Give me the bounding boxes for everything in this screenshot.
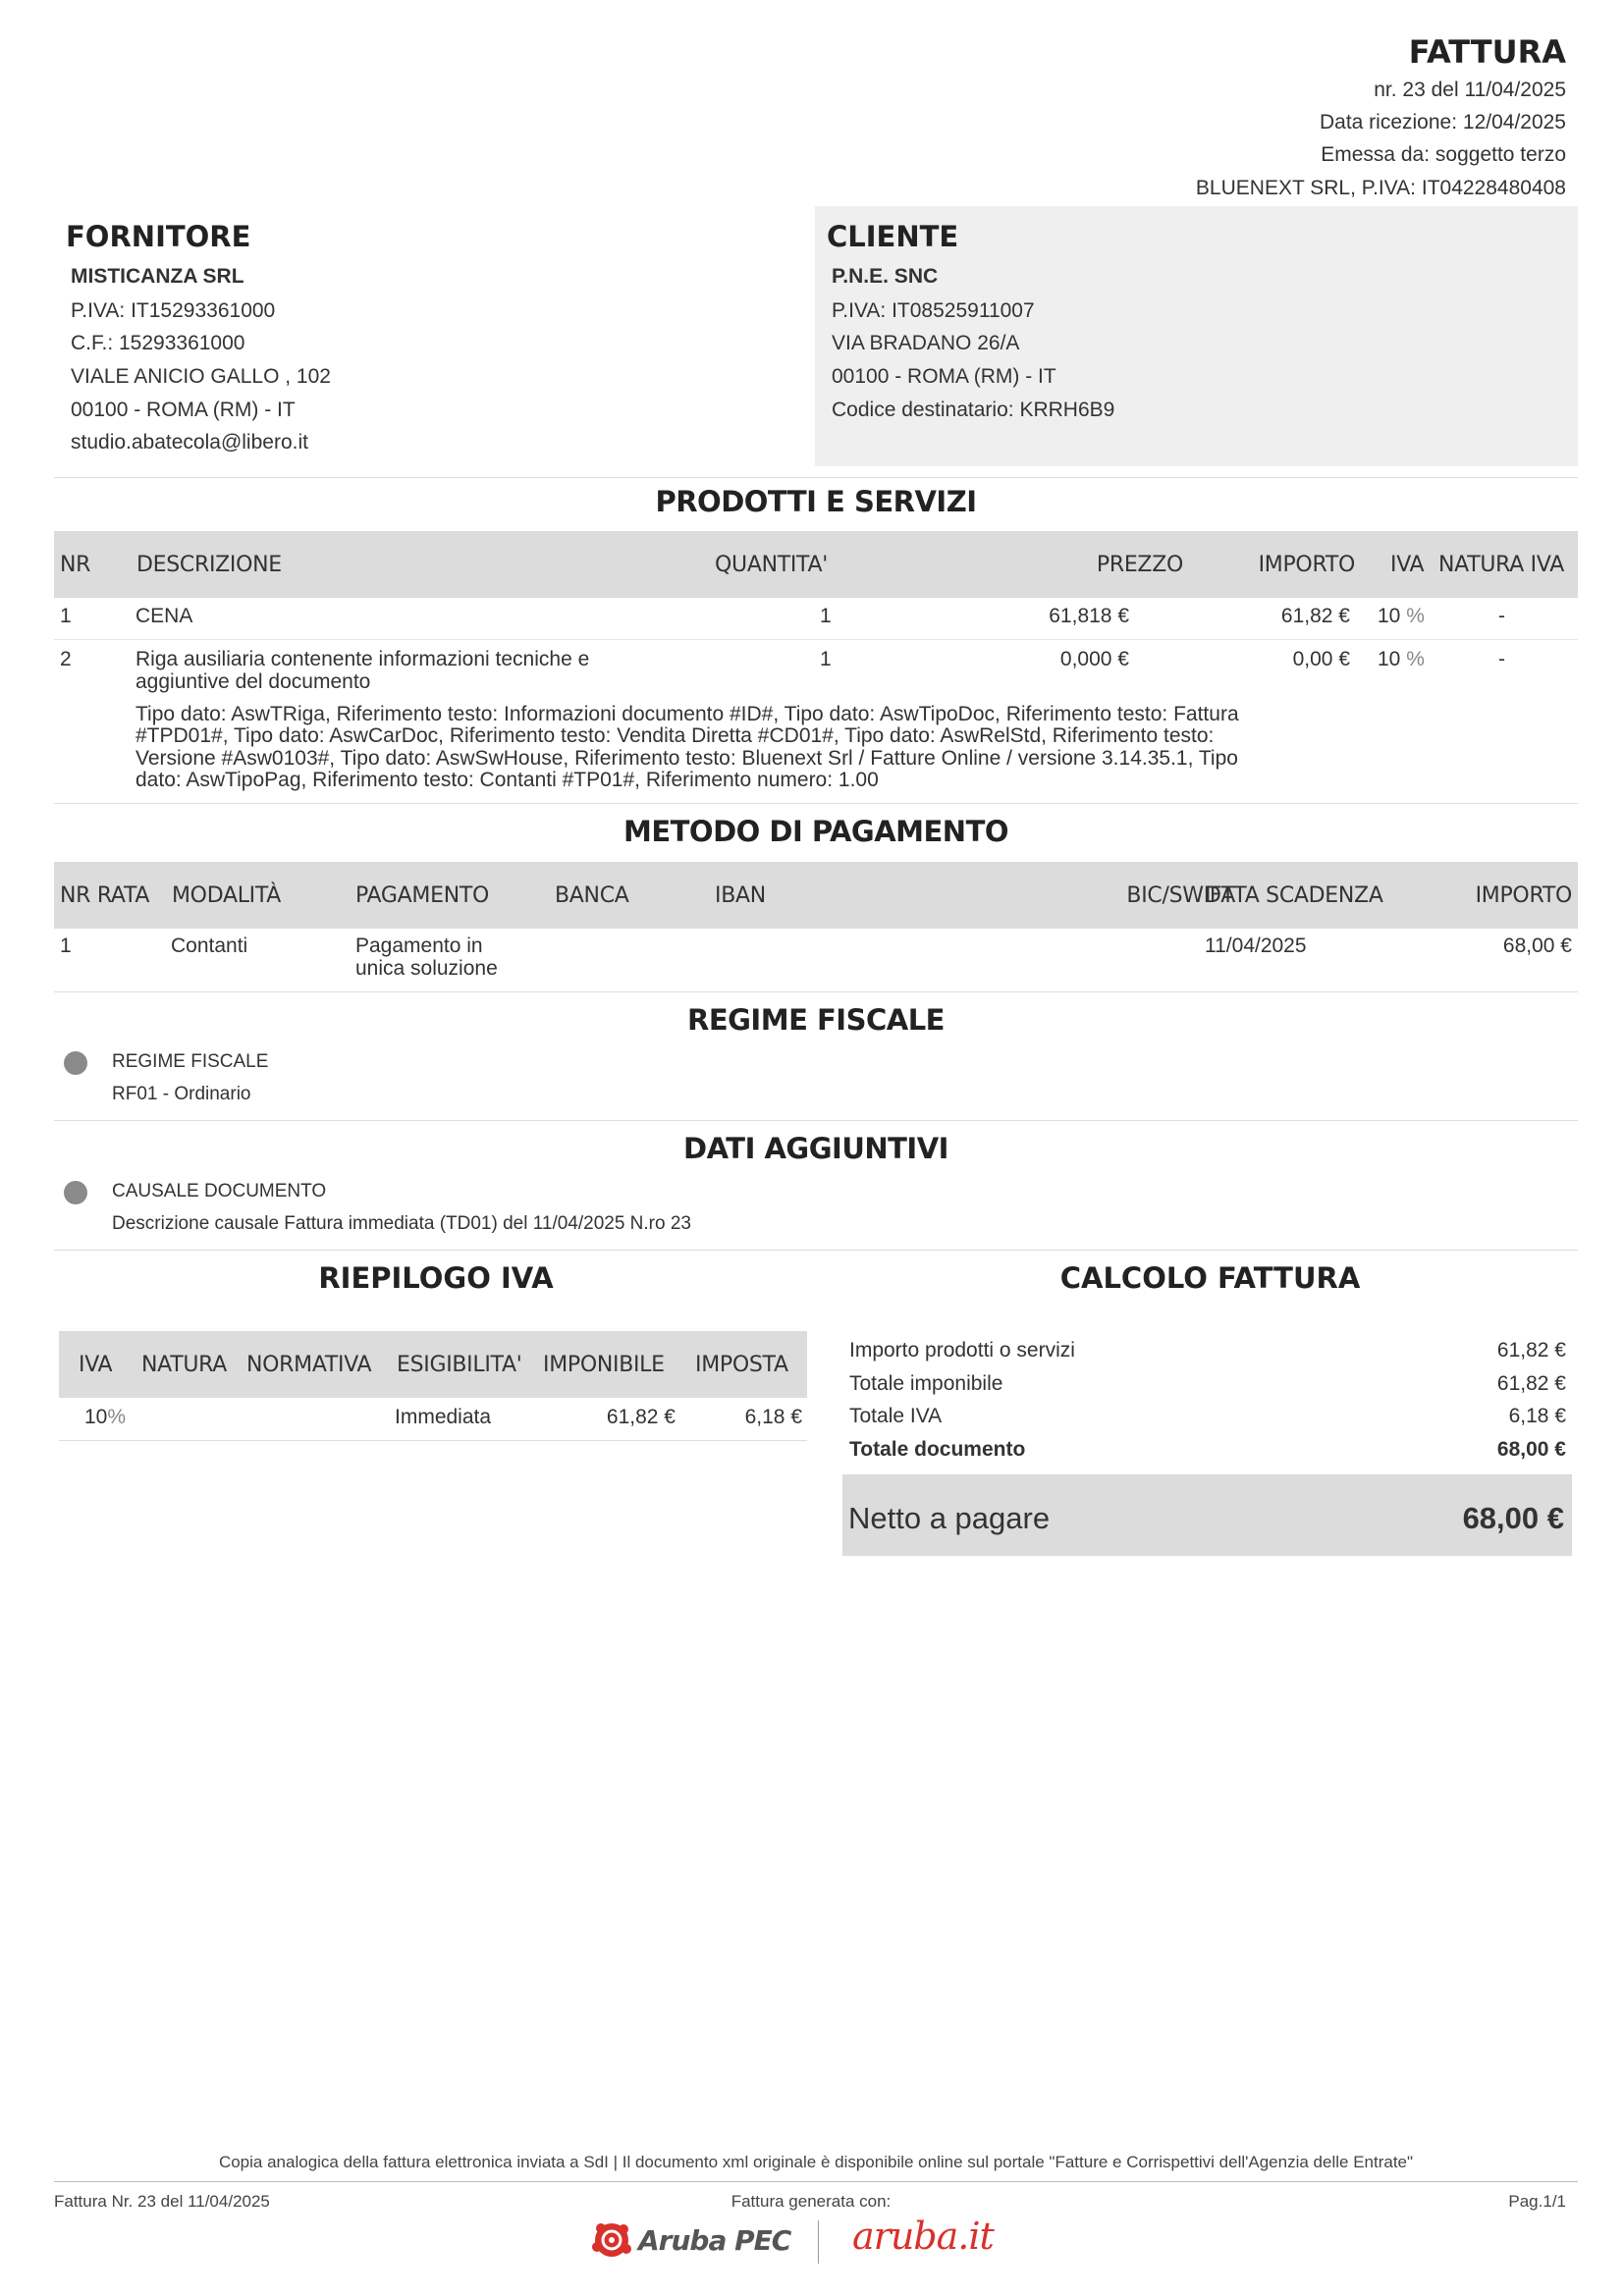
divider bbox=[54, 1250, 1578, 1251]
row-divider bbox=[59, 1440, 807, 1441]
vat-summary-header bbox=[59, 1331, 807, 1398]
causale-value: Descrizione causale Fattura immediata (TD01) del 11/04/2025 N.ro 23 bbox=[112, 1213, 691, 1234]
client-title: CLIENTE bbox=[827, 220, 959, 253]
invoice-number: nr. 23 del 11/04/2025 bbox=[1374, 79, 1566, 101]
row-quantity: 1 bbox=[820, 605, 832, 627]
bullet-icon bbox=[64, 1181, 87, 1204]
row-amount: 61,82 € bbox=[1280, 605, 1350, 627]
divider bbox=[54, 1120, 1578, 1121]
products-title: PRODOTTI E SERVIZI bbox=[655, 485, 977, 518]
col-iban: IBAN bbox=[715, 883, 766, 908]
bullet-icon bbox=[64, 1051, 87, 1075]
row-description-line2: aggiuntive del documento bbox=[135, 670, 371, 693]
vat-summary-title: RIEPILOGO IVA bbox=[318, 1261, 554, 1295]
vat-imposta: 6,18 € bbox=[744, 1406, 802, 1428]
pay-importo: 68,00 € bbox=[1502, 934, 1572, 957]
payment-title: METODO DI PAGAMENTO bbox=[622, 815, 1009, 848]
pay-scadenza: 11/04/2025 bbox=[1205, 934, 1307, 957]
vat-rate bbox=[84, 1406, 126, 1429]
row-extra-line: dato: AswTipoPag, Riferimento testo: Contanti #TP01#, Riferimento numero: 1.00 bbox=[135, 769, 879, 791]
row-description-line1: Riga ausiliaria contenente informazioni tecniche e bbox=[135, 648, 590, 670]
issuer-info: BLUENEXT SRL, P.IVA: IT04228480408 bbox=[1195, 177, 1566, 199]
col-prezzo: PREZZO bbox=[1096, 553, 1183, 577]
row-quantity: 1 bbox=[820, 648, 832, 670]
extra-data-title: DATI AGGIUNTIVI bbox=[683, 1132, 948, 1165]
supplier-title: FORNITORE bbox=[66, 220, 251, 253]
col-esigibilita: ESIGIBILITA' bbox=[397, 1353, 522, 1377]
vat-rate: 10 bbox=[1378, 648, 1401, 670]
col-modalita: MODALITÀ bbox=[172, 883, 282, 908]
col-normativa: NORMATIVA bbox=[246, 1353, 372, 1377]
calc-title: CALCOLO FATTURA bbox=[1059, 1261, 1361, 1295]
supplier-piva: P.IVA: IT15293361000 bbox=[71, 299, 276, 322]
payment-table-header bbox=[54, 862, 1578, 929]
calc-value: 61,82 € bbox=[1496, 1372, 1566, 1395]
calc-label: Totale imponibile bbox=[849, 1372, 1003, 1395]
client-block bbox=[815, 206, 1578, 466]
calc-value: 6,18 € bbox=[1508, 1405, 1566, 1427]
vat-esigibilita: Immediata bbox=[395, 1406, 492, 1428]
aruba-pec-logo bbox=[591, 2220, 790, 2260]
vat-unit: % bbox=[1406, 605, 1425, 627]
products-table-header bbox=[54, 531, 1578, 598]
row-nr: 2 bbox=[60, 648, 72, 670]
causale-label: CAUSALE DOCUMENTO bbox=[112, 1181, 327, 1201]
row-extra-line: #TPD01#, Tipo dato: AswCarDoc, Riferimento testo: Vendita Diretta #CD01#, Tipo dato: AswRelStd, Riferimento testo: bbox=[135, 724, 1215, 747]
supplier-block bbox=[54, 206, 800, 466]
col-importo: IMPORTO bbox=[1475, 883, 1572, 908]
col-pagamento: PAGAMENTO bbox=[355, 883, 490, 908]
pay-pagamento-line2: unica soluzione bbox=[355, 957, 498, 980]
row-nature: - bbox=[1498, 605, 1505, 627]
col-imponibile: IMPONIBILE bbox=[543, 1353, 665, 1377]
calc-label: Totale IVA bbox=[849, 1405, 943, 1427]
calc-total-label: Totale documento bbox=[849, 1438, 1026, 1461]
supplier-name: MISTICANZA SRL bbox=[71, 265, 244, 288]
row-price: 61,818 € bbox=[1049, 605, 1129, 627]
footer-divider bbox=[54, 2181, 1578, 2182]
vat-unit: % bbox=[1406, 648, 1425, 670]
col-iva: IVA bbox=[79, 1353, 113, 1377]
wax-seal-icon bbox=[591, 2220, 632, 2260]
net-label: Netto a pagare bbox=[848, 1501, 1051, 1535]
regime-label: REGIME FISCALE bbox=[112, 1051, 269, 1072]
col-imposta: IMPOSTA bbox=[695, 1353, 788, 1377]
col-quantita: QUANTITA' bbox=[715, 553, 828, 577]
col-natura: NATURA bbox=[141, 1353, 227, 1377]
regime-title: REGIME FISCALE bbox=[686, 1003, 945, 1037]
supplier-email: studio.abatecola@libero.it bbox=[71, 431, 308, 454]
row-vat bbox=[1378, 648, 1425, 671]
row-amount: 0,00 € bbox=[1292, 648, 1350, 670]
client-code: Codice destinatario: KRRH6B9 bbox=[832, 399, 1115, 421]
col-descrizione: DESCRIZIONE bbox=[136, 553, 282, 577]
row-description: CENA bbox=[135, 605, 193, 627]
row-nr: 1 bbox=[60, 605, 72, 627]
logo-separator bbox=[818, 2220, 819, 2264]
client-piva: P.IVA: IT08525911007 bbox=[832, 299, 1035, 322]
client-name: P.N.E. SNC bbox=[832, 265, 939, 288]
col-iva: IVA bbox=[1390, 553, 1425, 577]
issued-by: Emessa da: soggetto terzo bbox=[1321, 143, 1566, 166]
vat-unit: % bbox=[107, 1406, 127, 1428]
pay-pagamento-line1: Pagamento in bbox=[355, 934, 483, 957]
regime-value: RF01 - Ordinario bbox=[112, 1084, 251, 1104]
divider bbox=[54, 803, 1578, 804]
net-to-pay-box bbox=[842, 1474, 1572, 1556]
row-price: 0,000 € bbox=[1059, 648, 1129, 670]
col-nr-rata: NR RATA bbox=[60, 883, 150, 908]
divider bbox=[54, 477, 1578, 478]
vat-imponibile: 61,82 € bbox=[606, 1406, 676, 1428]
footer-left: Fattura Nr. 23 del 11/04/2025 bbox=[54, 2192, 270, 2211]
row-nature: - bbox=[1498, 648, 1505, 670]
pay-nr: 1 bbox=[60, 934, 72, 957]
col-importo: IMPORTO bbox=[1258, 553, 1355, 577]
net-value: 68,00 € bbox=[1462, 1501, 1564, 1535]
divider bbox=[54, 991, 1578, 992]
col-bic: BIC/SWIFT bbox=[1126, 883, 1234, 908]
col-scadenza: DATA SCADENZA bbox=[1205, 883, 1383, 908]
col-nr: NR bbox=[60, 553, 91, 577]
col-banca: BANCA bbox=[555, 883, 629, 908]
calc-value: 61,82 € bbox=[1496, 1339, 1566, 1362]
client-address: VIA BRADANO 26/A bbox=[832, 332, 1020, 354]
supplier-cf: C.F.: 15293361000 bbox=[71, 332, 245, 354]
col-natura-iva: NATURA IVA bbox=[1438, 553, 1564, 577]
row-divider bbox=[54, 639, 1578, 640]
footer-page: Pag.1/1 bbox=[1508, 2192, 1566, 2211]
vat-rate-value: 10 bbox=[84, 1406, 108, 1428]
document-type: FATTURA bbox=[1408, 33, 1566, 71]
client-city: 00100 - ROMA (RM) - IT bbox=[832, 365, 1056, 388]
row-extra-line: Tipo dato: AswTRiga, Riferimento testo: Informazioni documento #ID#, Tipo dato: AswTipoDoc, Riferimento testo: Fattura bbox=[135, 703, 1239, 725]
received-date: Data ricezione: 12/04/2025 bbox=[1319, 111, 1566, 133]
calc-label: Importo prodotti o servizi bbox=[849, 1339, 1075, 1362]
vat-rate: 10 bbox=[1378, 605, 1401, 627]
footer-disclaimer: Copia analogica della fattura elettronica inviata a SdI | Il documento xml originale è disponibile online sul portale "Fatture e Corrispettivi dell'Agenzia delle Entrate" bbox=[218, 2153, 1414, 2171]
aruba-pec-wordmark: Aruba PEC bbox=[638, 2223, 791, 2257]
pay-modalita: Contanti bbox=[171, 934, 248, 957]
calc-total-value: 68,00 € bbox=[1496, 1438, 1566, 1461]
aruba-it-logo: aruba.it bbox=[852, 2215, 994, 2258]
supplier-city: 00100 - ROMA (RM) - IT bbox=[71, 399, 296, 421]
row-vat bbox=[1378, 605, 1425, 628]
footer-center: Fattura generata con: bbox=[730, 2192, 892, 2211]
supplier-address: VIALE ANICIO GALLO , 102 bbox=[71, 365, 331, 388]
row-extra-line: Versione #Asw0103#, Tipo dato: AswSwHouse, Riferimento testo: Bluenext Srl / Fatture Online / versione 3.14.35.1, Tipo bbox=[135, 747, 1238, 770]
